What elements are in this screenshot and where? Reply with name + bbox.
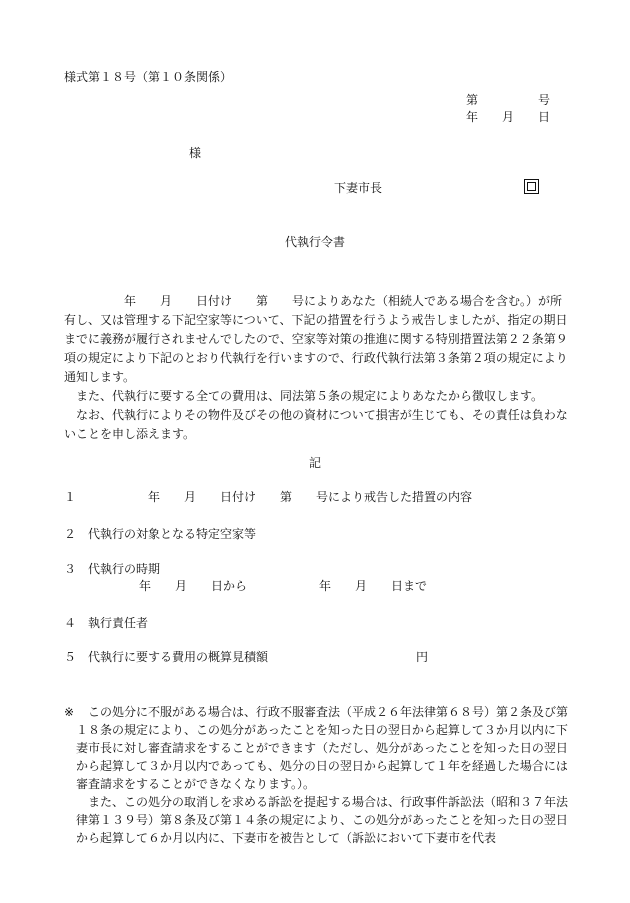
seal-icon (524, 179, 539, 194)
sender-title: 下妻市長 (334, 181, 383, 195)
ki-heading: 記 (309, 456, 322, 470)
item-5-label: ５ 代執行に要する費用の概算見積額 (64, 650, 269, 664)
item-5-unit: 円 (416, 650, 429, 664)
item-1: １ 年 月 日付け 第 号により戒告した措置の内容 (64, 490, 473, 504)
item-2: ２ 代執行の対象となる特定空家等 (64, 527, 257, 541)
body-paragraph-2: また、代執行に要する全ての費用は、同法第５条の規定によりあなたから徴収します。 (64, 389, 544, 403)
item-3-period: 年 月 日から 年 月 日まで (139, 579, 428, 593)
note-paragraph-2: また、この処分の取消しを求める訴訟を提起する場合は、行政事件訴訟法（昭和３７年法律第１３９号）第８条及び第１４条の規定により、この処分があったことを知った日の翌日から起算して６か月以内に、下妻市を被告として（訴訟において下妻市を代表 (76, 795, 569, 845)
item-3: ３ 代執行の時期 (64, 562, 161, 576)
form-number: 様式第１８号（第１０条関係） (64, 70, 233, 84)
addressee-suffix: 様 (189, 146, 202, 160)
item-4: ４ 執行責任者 (64, 616, 149, 630)
date-line: 年 月 日 (466, 110, 551, 124)
document-number-line: 第 号 (466, 93, 551, 107)
body-paragraph-1: 年 月 日付け 第 号によりあなた（相続人である場合を含む。）が所有し、又は管理する下記空家等について、下記の措置を行うよう戒告しましたが、指定の期日までに義務が履行されませんでしたので、空家等対策の推進に関する特別措置法第２２条第９項の規定により下記のとおり代執行を行いますので、行政代執行法第３条第２項の規定により通知します。 (64, 294, 568, 384)
note-mark: ※ (64, 705, 75, 719)
document-title: 代執行令書 (285, 235, 346, 249)
body-paragraph-3: なお、代執行によりその物件及びその他の資材について損害が生じても、その責任は負わないことを申し添えます。 (64, 408, 568, 441)
note-paragraph-1: この処分に不服がある場合は、行政不服審査法（平成２６年法律第６８号）第２条及び第１８条の規定により、この処分があったことを知った日の翌日から起算して３か月以内に下妻市長に対し審査請求をすることができます（ただし、処分があったことを知った日の翌日から起算して３か月以内であっても、処分の日の翌日から起算して１年を経過した場合には審査請求をすることができなくなります。）。 (76, 705, 569, 791)
